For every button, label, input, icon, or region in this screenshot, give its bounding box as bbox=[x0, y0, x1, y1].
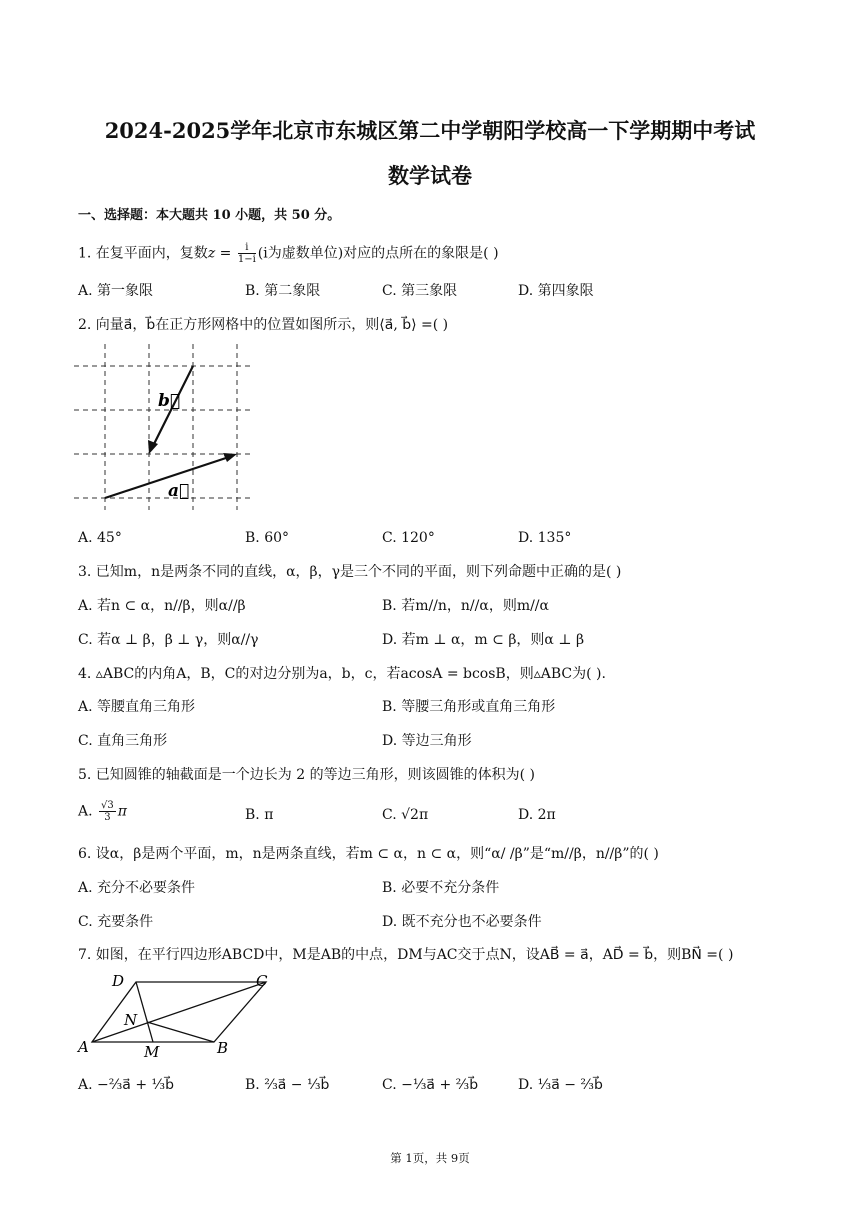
q1-formula: z = bbox=[207, 245, 236, 262]
point-n-label: N bbox=[124, 1011, 138, 1029]
vector-a-label: a⃗ bbox=[168, 481, 190, 501]
q1-fraction bbox=[238, 242, 256, 265]
q7-option-c: C. −⅓a⃗ + ⅔b⃗ bbox=[382, 1077, 479, 1093]
q7-option-d: D. ⅓a⃗ − ⅔b⃗ bbox=[518, 1077, 603, 1093]
q4-option-d: D. 等边三角形 bbox=[382, 733, 472, 749]
question-1 bbox=[78, 242, 499, 265]
q5-option-a-suffix: π bbox=[117, 803, 127, 820]
question-6: 6. 设α，β是两个平面，m，n是两条直线，若m ⊂ α，n ⊂ α，则“α/ /β”是“m//β，n//β”的( ) bbox=[78, 846, 659, 862]
q5-option-a-fraction bbox=[99, 800, 116, 823]
q1-option-b: B. 第二象限 bbox=[245, 283, 321, 299]
q5-option-d: D. 2π bbox=[518, 807, 556, 823]
q6-option-a: A. 充分不必要条件 bbox=[78, 880, 196, 896]
vertex-a-label: A bbox=[78, 1038, 89, 1056]
vertex-c-label: C bbox=[256, 972, 268, 990]
q4-option-a: A. 等腰直角三角形 bbox=[78, 699, 196, 715]
q3-option-a: A. 若n ⊂ α，n//β，则α//β bbox=[78, 598, 246, 614]
q5-option-a-prefix: A. bbox=[78, 803, 98, 820]
question-2: 2. 向量a⃗，b⃗在正方形网格中的位置如图所示，则⟨a⃗, b⃗⟩ =( ) bbox=[78, 317, 449, 333]
q3-option-b: B. 若m//n，n//α，则m//α bbox=[382, 598, 549, 614]
point-m-label: M bbox=[144, 1043, 160, 1060]
section-heading: 一、选择题：本大题共 10 小题，共 50 分。 bbox=[78, 208, 341, 223]
q5-option-c: C. √2π bbox=[382, 807, 429, 823]
q5-option-a-num: √3 bbox=[101, 800, 114, 811]
q1-frac-num: i bbox=[238, 242, 256, 254]
q3-option-c: C. 若α ⊥ β，β ⊥ γ，则α//γ bbox=[78, 632, 259, 648]
q1-option-d: D. 第四象限 bbox=[518, 283, 594, 299]
q2-option-a: A. 45° bbox=[78, 530, 122, 546]
vector-b-label: b⃗ bbox=[158, 391, 181, 411]
question-5: 5. 已知圆锥的轴截面是一个边长为 2 的等边三角形，则该圆锥的体积为( ) bbox=[78, 767, 535, 783]
exam-title-line2: 数学试卷 bbox=[388, 163, 472, 188]
q7-parallelogram-figure bbox=[74, 970, 284, 1060]
q5-option-a-den: 3 bbox=[104, 812, 111, 823]
q1-option-a: A. 第一象限 bbox=[78, 283, 154, 299]
q6-option-b: B. 必要不充分条件 bbox=[382, 880, 500, 896]
q1-option-c: C. 第三象限 bbox=[382, 283, 458, 299]
exam-title-line1: 2024-2025学年北京市东城区第二中学朝阳学校高一下学期期中考试 bbox=[104, 118, 756, 143]
q7-option-a: A. −⅔a⃗ + ⅓b⃗ bbox=[78, 1077, 174, 1093]
q2-vector-grid-figure bbox=[70, 340, 270, 515]
question-7: 7. 如图，在平行四边形ABCD中，M是AB的中点，DM与AC交于点N，设AB⃗ = a⃗，AD⃗ = b⃗，则BN⃗ =( ) bbox=[78, 947, 734, 963]
vertex-b-label: B bbox=[217, 1039, 229, 1057]
q6-option-c: C. 充要条件 bbox=[78, 914, 154, 930]
vertex-d-label: D bbox=[112, 972, 125, 990]
page-footer: 第 1页，共 9页 bbox=[390, 1151, 470, 1165]
q5-option-b: B. π bbox=[245, 807, 274, 823]
q1-frac-den: 1−i bbox=[237, 254, 256, 265]
q3-option-d: D. 若m ⊥ α，m ⊂ β，则α ⊥ β bbox=[382, 632, 585, 648]
q4-option-c: C. 直角三角形 bbox=[78, 733, 168, 749]
q4-option-b: B. 等腰三角形或直角三角形 bbox=[382, 699, 556, 715]
q1-prefix: 1. 在复平面内，复数 bbox=[78, 245, 208, 262]
q2-option-d: D. 135° bbox=[518, 530, 572, 546]
q6-option-d: D. 既不充分也不必要条件 bbox=[382, 914, 542, 930]
q2-option-b: B. 60° bbox=[245, 530, 290, 546]
q1-suffix: (i为虚数单位)对应的点所在的象限是( ) bbox=[257, 245, 499, 262]
question-3: 3. 已知m，n是两条不同的直线，α，β，γ是三个不同的平面，则下列命题中正确的是( ) bbox=[78, 564, 622, 580]
q7-option-b: B. ⅔a⃗ − ⅓b⃗ bbox=[245, 1077, 330, 1093]
question-4: 4. ▵ABC的内角A，B，C的对边分别为a，b，c，若acosA = bcosB，则▵ABC为( ). bbox=[78, 666, 606, 682]
q2-option-c: C. 120° bbox=[382, 530, 435, 546]
q5-option-a bbox=[78, 800, 127, 823]
